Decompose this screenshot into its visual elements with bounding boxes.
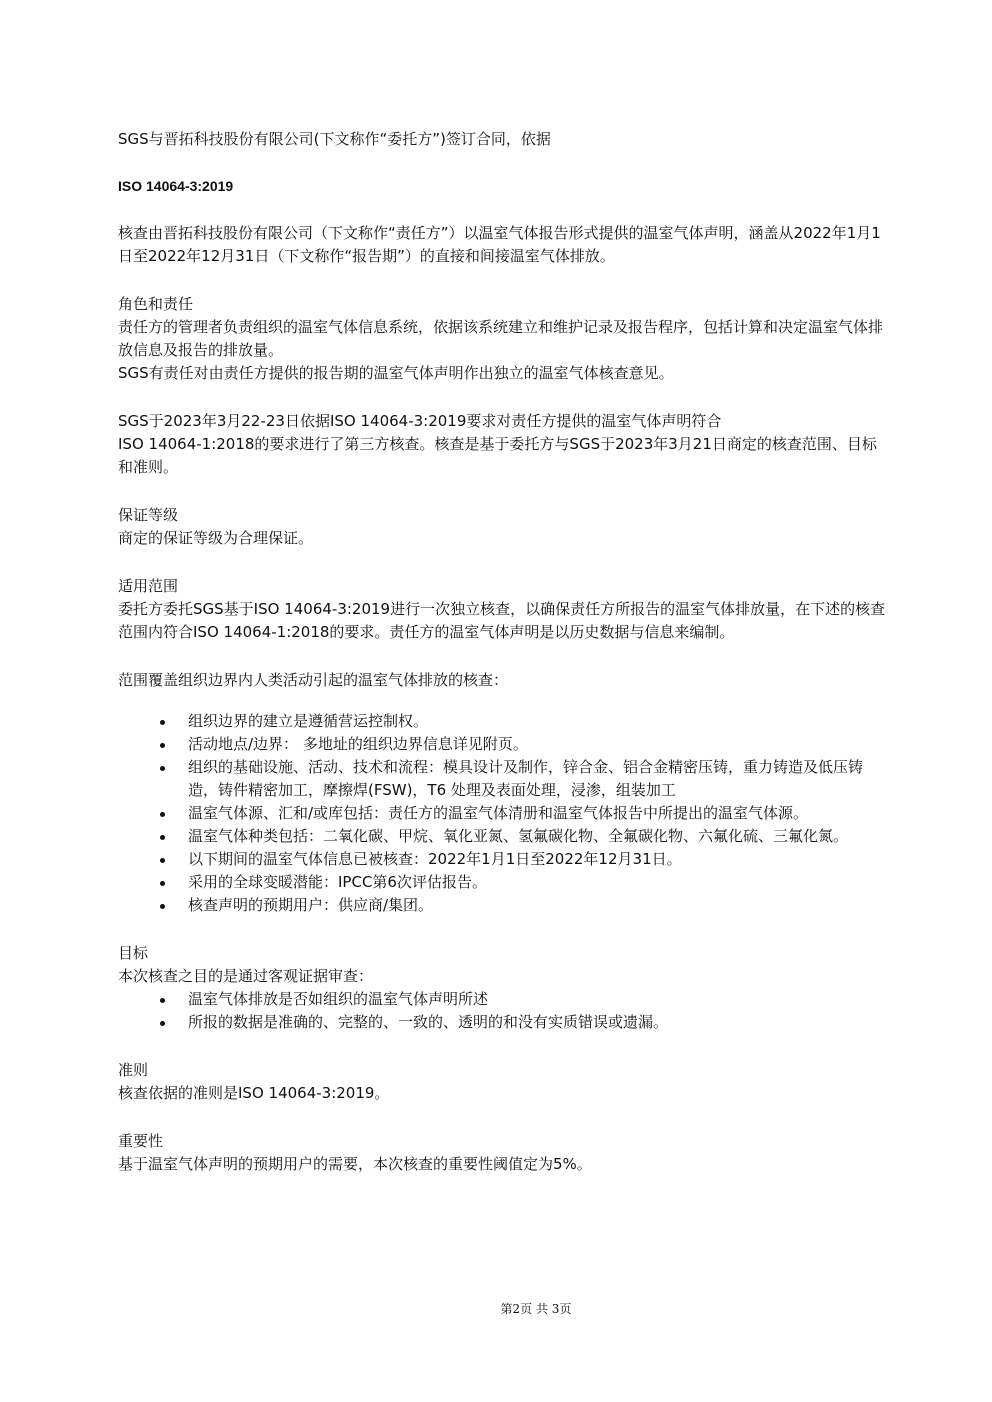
list-item: 所报的数据是准确的、完整的、一致的、透明的和没有实质错误或遗漏。	[118, 1011, 886, 1034]
list-item: 温室气体排放是否如组织的温室气体声明所述	[118, 988, 886, 1011]
roles-paragraph-2: SGS有责任对由责任方提供的报告期的温室气体声明作出独立的温室气体核查意见。	[118, 364, 674, 382]
materiality-text: 基于温室气体声明的预期用户的需要，本次核查的重要性阈值定为5%。	[118, 1155, 592, 1173]
list-item: 组织边界的建立是遵循营运控制权。	[118, 710, 886, 733]
bullet-icon	[160, 743, 165, 748]
scope-text: 委托方委托SGS基于ISO 14064-3:2019进行一次独立核查，以确保责任方所报告的温室气体排放量，在下述的核查范围内符合ISO 14064-1:2018的要求。责任方的温室气体声明是以历史数据与信息来编制。	[118, 600, 886, 641]
materiality-heading: 重要性	[118, 1132, 164, 1150]
list-item: 核查声明的预期用户：供应商/集团。	[118, 894, 886, 917]
bullet-icon	[160, 904, 165, 909]
scope-intro: 范围覆盖组织边界内人类活动引起的温室气体排放的核查：	[118, 671, 509, 689]
intro-line: SGS与晋拓科技股份有限公司(下文称作“委托方”)签订合同，依据	[118, 130, 551, 148]
list-item: 组织的基础设施、活动、技术和流程：模具设计及制作，锌合金、铝合金精密压铸，重力铸造及低压铸造，铸件精密加工，摩擦焊(FSW)，T6 处理及表面处理，浸渗，组装加工	[118, 756, 886, 802]
page-number: 第2页 共 3页	[500, 1302, 572, 1316]
bullet-icon	[160, 812, 165, 817]
verification-paragraph-1: SGS于2023年3月22-23日依据ISO 14064-3:2019要求对责任方提供的温室气体声明符合	[118, 412, 722, 430]
scope-heading: 适用范围	[118, 577, 179, 595]
objectives-list	[118, 988, 886, 1034]
standard-title: ISO 14064-3:2019	[118, 178, 234, 194]
verification-paragraph-2: ISO 14064-1:2018的要求进行了第三方核查。核查是基于委托方与SGS于2023年3月21日商定的核查范围、目标和准则。	[118, 435, 877, 476]
bullet-icon	[160, 720, 165, 725]
list-item: 采用的全球变暖潜能：IPCC第6次评估报告。	[118, 871, 886, 894]
list-item: 以下期间的温室气体信息已被核查：2022年1月1日至2022年12月31日。	[118, 848, 886, 871]
bullet-icon	[160, 766, 165, 771]
bullet-icon	[160, 858, 165, 863]
list-item: 温室气体种类包括：二氧化碳、甲烷、氧化亚氮、氢氟碳化物、全氟碳化物、六氟化硫、三氟化氮。	[118, 825, 886, 848]
roles-paragraph-1: 责任方的管理者负责组织的温室气体信息系统，依据该系统建立和维护记录及报告程序，包括计算和决定温室气体排放信息及报告的排放量。	[118, 318, 884, 359]
objectives-intro: 本次核查之目的是通过客观证据审查：	[118, 967, 374, 985]
list-item: 活动地点/边界： 多地址的组织边界信息详见附页。	[118, 733, 886, 756]
assurance-text: 商定的保证等级为合理保证。	[118, 529, 314, 547]
assurance-heading: 保证等级	[118, 506, 179, 524]
roles-heading: 角色和责任	[118, 295, 194, 313]
objectives-heading: 目标	[118, 944, 149, 962]
bullet-icon	[160, 835, 165, 840]
bullet-icon	[160, 1021, 165, 1026]
criteria-heading: 准则	[118, 1061, 149, 1079]
criteria-text: 核查依据的准则是ISO 14064-3:2019。	[118, 1084, 390, 1102]
document-body	[118, 128, 886, 1176]
scope-list	[118, 710, 886, 917]
bullet-icon	[160, 881, 165, 886]
bullet-icon	[160, 998, 165, 1003]
intro-paragraph: 核查由晋拓科技股份有限公司（下文称作“责任方”）以温室气体报告形式提供的温室气体声明，涵盖从2022年1月1日至2022年12月31日（下文称作“报告期”）的直接和间接温室气体排放。	[118, 224, 881, 265]
list-item: 温室气体源、汇和/或库包括：责任方的温室气体清册和温室气体报告中所提出的温室气体源。	[118, 802, 886, 825]
